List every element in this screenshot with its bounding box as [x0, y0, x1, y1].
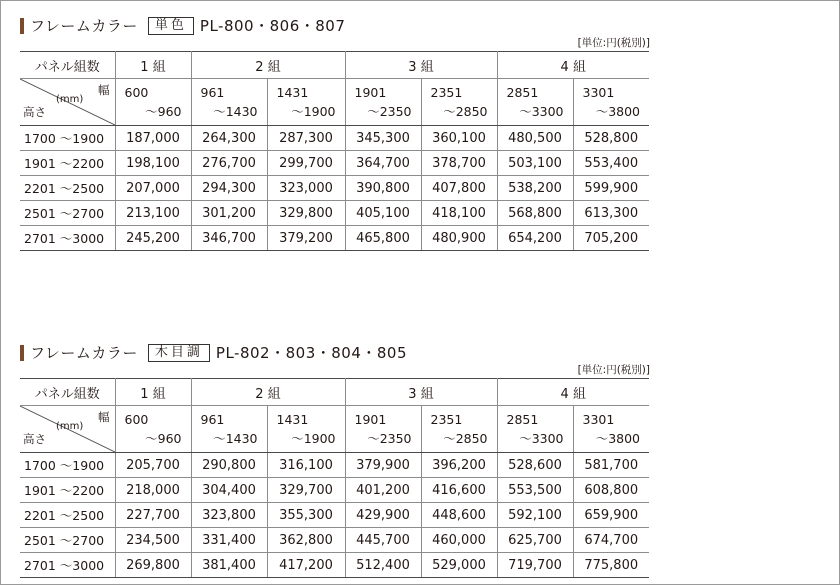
height-range-cell: 2701 ～3000	[20, 553, 115, 578]
price-cell: 245,200	[115, 226, 191, 251]
price-cell: 364,700	[345, 151, 421, 176]
panel-group-header: 4 組	[497, 52, 649, 79]
width-max: ～1900	[291, 431, 336, 446]
model-numbers: PL-800・806・807	[199, 17, 346, 35]
price-section	[20, 12, 650, 246]
price-cell: 553,500	[497, 478, 573, 503]
price-cell: 218,000	[115, 478, 191, 503]
width-max: ～2850	[443, 431, 488, 446]
height-range-cell: 2201 ～2500	[20, 503, 115, 528]
table-row	[20, 503, 649, 528]
axis-corner-cell	[20, 79, 115, 126]
price-cell: 659,900	[573, 503, 649, 528]
price-cell: 187,000	[115, 126, 191, 151]
width-max: ～2350	[367, 104, 412, 119]
mm-unit-label: (mm)	[56, 94, 84, 105]
width-range-cell	[267, 79, 345, 126]
price-cell: 528,800	[573, 126, 649, 151]
price-cell: 269,800	[115, 553, 191, 578]
price-cell: 379,900	[345, 453, 421, 478]
table-row	[20, 226, 649, 251]
width-max: ～1430	[213, 431, 258, 446]
width-max: ～3800	[595, 104, 640, 119]
price-cell: 568,800	[497, 201, 573, 226]
price-cell: 529,000	[421, 553, 497, 578]
price-cell: 581,700	[573, 453, 649, 478]
width-range-cell	[497, 406, 573, 453]
width-range-row	[20, 406, 649, 453]
price-cell: 625,700	[497, 528, 573, 553]
price-cell: 396,200	[421, 453, 497, 478]
width-range-cell	[115, 406, 191, 453]
width-min: 1901	[354, 412, 387, 427]
price-cell: 503,100	[497, 151, 573, 176]
width-range-cell	[573, 79, 649, 126]
width-min: 600	[124, 85, 149, 100]
height-axis-label: 高さ	[23, 105, 46, 119]
width-min: 600	[124, 412, 149, 427]
price-cell: 418,100	[421, 201, 497, 226]
width-max: ～3300	[519, 104, 564, 119]
width-range-cell	[345, 79, 421, 126]
panel-group-header: 3 組	[345, 52, 497, 79]
width-axis-label: 幅	[98, 83, 110, 97]
price-cell: 323,800	[191, 503, 267, 528]
width-range-row	[20, 79, 649, 126]
price-cell: 719,700	[497, 553, 573, 578]
price-table	[20, 378, 649, 578]
price-cell: 654,200	[497, 226, 573, 251]
price-cell: 592,100	[497, 503, 573, 528]
price-cell: 465,800	[345, 226, 421, 251]
panel-count-row	[20, 52, 649, 79]
price-cell: 460,000	[421, 528, 497, 553]
price-cell: 329,700	[267, 478, 345, 503]
table-row	[20, 553, 649, 578]
price-cell: 205,700	[115, 453, 191, 478]
price-cell: 480,900	[421, 226, 497, 251]
width-min: 1901	[354, 85, 387, 100]
table-row	[20, 201, 649, 226]
price-cell: 480,500	[497, 126, 573, 151]
width-max: ～2850	[443, 104, 488, 119]
width-min: 1431	[276, 412, 309, 427]
width-min: 3301	[582, 85, 615, 100]
width-range-cell	[115, 79, 191, 126]
price-cell: 299,700	[267, 151, 345, 176]
height-range-cell: 2201 ～2500	[20, 176, 115, 201]
price-cell: 429,900	[345, 503, 421, 528]
price-cell: 301,200	[191, 201, 267, 226]
width-range-cell	[345, 406, 421, 453]
price-cell: 234,500	[115, 528, 191, 553]
price-cell: 355,300	[267, 503, 345, 528]
price-cell: 207,000	[115, 176, 191, 201]
panel-group-header: 2 組	[191, 52, 345, 79]
panel-group-header: 4 組	[497, 379, 649, 406]
panel-count-label: パネル組数	[20, 52, 115, 79]
price-cell: 290,800	[191, 453, 267, 478]
price-cell: 287,300	[267, 126, 345, 151]
width-range-cell	[191, 406, 267, 453]
height-axis-label: 高さ	[23, 432, 46, 446]
price-cell: 345,300	[345, 126, 421, 151]
axis-corner-cell	[20, 406, 115, 453]
width-min: 961	[200, 85, 225, 100]
panel-group-header: 1 組	[115, 379, 191, 406]
section-title	[30, 15, 345, 36]
unit-note: [単位:円(税別)]	[577, 37, 650, 49]
price-cell: 276,700	[191, 151, 267, 176]
width-min: 2351	[430, 85, 463, 100]
price-section	[20, 339, 650, 573]
price-cell: 227,700	[115, 503, 191, 528]
price-cell: 213,100	[115, 201, 191, 226]
table-row	[20, 528, 649, 553]
price-cell: 407,800	[421, 176, 497, 201]
height-range-cell: 1700 ～1900	[20, 126, 115, 151]
section-header	[20, 339, 650, 365]
price-cell: 331,400	[191, 528, 267, 553]
width-range-cell	[421, 406, 497, 453]
height-range-cell: 1901 ～2200	[20, 478, 115, 503]
price-cell: 378,700	[421, 151, 497, 176]
price-cell: 264,300	[191, 126, 267, 151]
price-cell: 416,600	[421, 478, 497, 503]
panel-group-header: 3 組	[345, 379, 497, 406]
section-marker	[20, 345, 24, 361]
height-range-cell: 1901 ～2200	[20, 151, 115, 176]
width-max: ～3300	[519, 431, 564, 446]
width-range-cell	[497, 79, 573, 126]
panel-count-row	[20, 379, 649, 406]
width-min: 2351	[430, 412, 463, 427]
panel-count-label: パネル組数	[20, 379, 115, 406]
height-range-cell: 2501 ～2700	[20, 201, 115, 226]
price-cell: 360,100	[421, 126, 497, 151]
section-title	[30, 342, 407, 363]
price-cell: 705,200	[573, 226, 649, 251]
price-cell: 608,800	[573, 478, 649, 503]
width-max: ～1900	[291, 104, 336, 119]
color-type-box: 単色	[148, 17, 194, 35]
price-cell: 401,200	[345, 478, 421, 503]
price-cell: 553,400	[573, 151, 649, 176]
price-cell: 417,200	[267, 553, 345, 578]
price-cell: 528,600	[497, 453, 573, 478]
width-min: 2851	[506, 85, 539, 100]
price-cell: 323,000	[267, 176, 345, 201]
section-marker	[20, 18, 24, 34]
frame-color-label: フレームカラー	[30, 344, 138, 362]
price-cell: 405,100	[345, 201, 421, 226]
price-cell: 198,100	[115, 151, 191, 176]
width-max: ～960	[145, 104, 182, 119]
price-cell: 346,700	[191, 226, 267, 251]
width-max: ～1430	[213, 104, 258, 119]
table-row	[20, 176, 649, 201]
price-cell: 329,800	[267, 201, 345, 226]
price-cell: 448,600	[421, 503, 497, 528]
width-range-cell	[421, 79, 497, 126]
price-cell: 599,900	[573, 176, 649, 201]
price-cell: 379,200	[267, 226, 345, 251]
table-row	[20, 453, 649, 478]
price-cell: 538,200	[497, 176, 573, 201]
height-range-cell: 2501 ～2700	[20, 528, 115, 553]
table-row	[20, 478, 649, 503]
width-range-cell	[267, 406, 345, 453]
panel-group-header: 2 組	[191, 379, 345, 406]
section-header	[20, 12, 650, 38]
price-cell: 362,800	[267, 528, 345, 553]
price-cell: 775,800	[573, 553, 649, 578]
panel-group-header: 1 組	[115, 52, 191, 79]
price-cell: 445,700	[345, 528, 421, 553]
price-cell: 381,400	[191, 553, 267, 578]
model-numbers: PL-802・803・804・805	[215, 344, 407, 362]
mm-unit-label: (mm)	[56, 421, 84, 432]
price-cell: 613,300	[573, 201, 649, 226]
unit-note: [単位:円(税別)]	[577, 364, 650, 376]
width-range-cell	[191, 79, 267, 126]
price-cell: 674,700	[573, 528, 649, 553]
price-cell: 316,100	[267, 453, 345, 478]
width-min: 2851	[506, 412, 539, 427]
width-max: ～960	[145, 431, 182, 446]
width-max: ～2350	[367, 431, 412, 446]
height-range-cell: 2701 ～3000	[20, 226, 115, 251]
price-cell: 390,800	[345, 176, 421, 201]
price-cell: 294,300	[191, 176, 267, 201]
price-cell: 512,400	[345, 553, 421, 578]
price-cell: 304,400	[191, 478, 267, 503]
width-axis-label: 幅	[98, 410, 110, 424]
width-min: 961	[200, 412, 225, 427]
width-range-cell	[573, 406, 649, 453]
table-row	[20, 126, 649, 151]
width-max: ～3800	[595, 431, 640, 446]
frame-color-label: フレームカラー	[30, 17, 138, 35]
price-table	[20, 51, 649, 251]
width-min: 1431	[276, 85, 309, 100]
color-type-box: 木目調	[148, 344, 210, 362]
height-range-cell: 1700 ～1900	[20, 453, 115, 478]
width-min: 3301	[582, 412, 615, 427]
table-row	[20, 151, 649, 176]
